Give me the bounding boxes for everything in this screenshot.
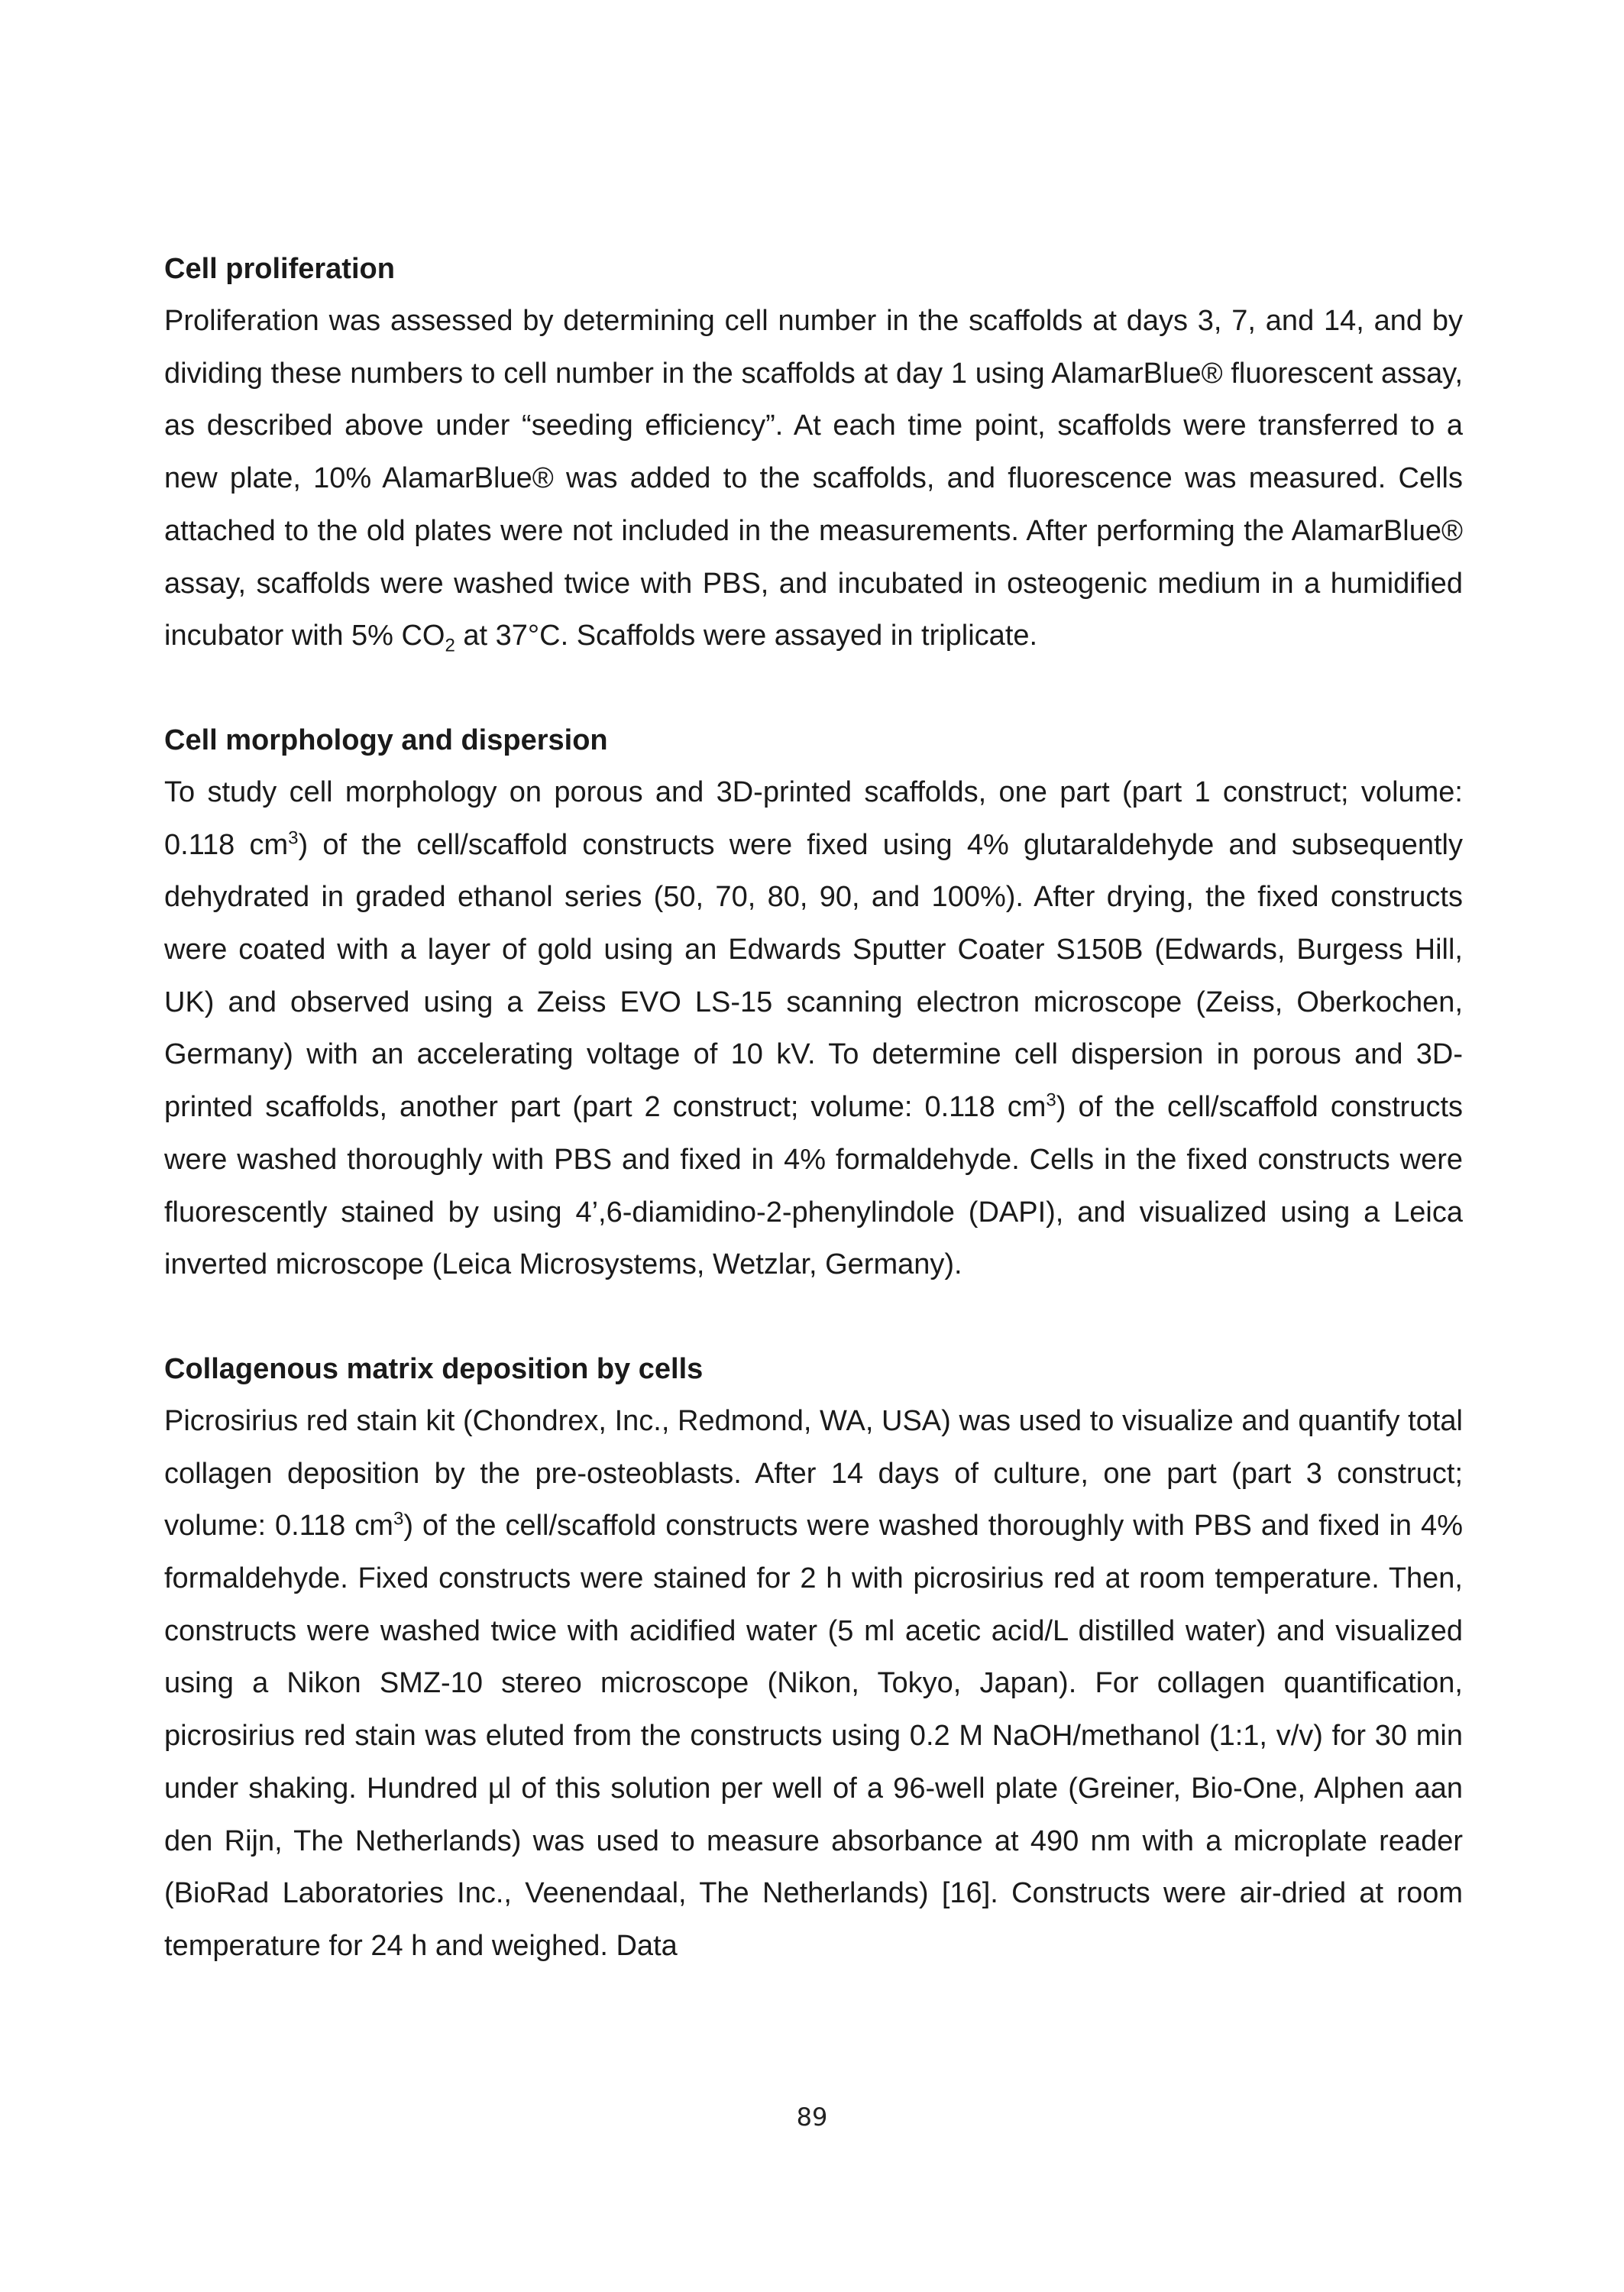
section-heading: Collagenous matrix deposition by cells <box>164 1352 704 1385</box>
section-heading: Cell proliferation <box>164 253 395 285</box>
subscript: 2 <box>445 635 455 656</box>
section-paragraph: To study cell morphology on porous and 3D-printed scaffolds, one part (part 1 construct; volume: 0.118 $cm^3$) of the cell/scaffold constructs were fixed using 4% glutaraldehyde and subsequently dehydrated in graded ethanol series (50, 70, 80, 90, and 100%). After drying, the fixed constructs were coated with a layer of gold using an Edwards Sputter Coater S150B (Edwards, Burgess Hill, UK) and observed using a Zeiss EVO LS-15 scanning electron microscope (Zeiss, Oberkochen, Germany) with an accelerating voltage of 10 kV. To determine cell dispersion in porous and 3D-printed scaffolds, another part (part 2 construct; volume: 0.118 $cm^3$) of the cell/scaffold constructs were washed thoroughly with PBS and fixed in 4% formaldehyde. Cells in the fixed constructs were fluorescently stained by using 4’,6-diamidino-2-phenylindole (DAPI), and visualized using a Leica inverted microscope (Leica Microsystems, Wetzlar, Germany). <box>164 775 1463 1281</box>
section-cell-morphology <box>164 714 1463 1291</box>
superscript: 3 <box>393 1508 404 1530</box>
section-heading: Cell morphology and dispersion <box>164 724 608 756</box>
section-collagen-deposition <box>164 1343 1463 1973</box>
superscript: 3 <box>288 827 299 848</box>
page-content <box>164 243 1463 1973</box>
section-paragraph: Proliferation was assessed by determining cell number in the scaffolds at days 3, 7, and 14, and by dividing these numbers to cell number in the scaffolds at day 1 using AlamarBlue® fluorescent assay, as described above under “seeding efficiency”. At each time point, scaffolds were transferred to a new plate, 10% AlamarBlue® was added to the scaffolds, and fluorescence was measured. Cells attached to the old plates were not included in the measurements. After performing the AlamarBlue® assay, scaffolds were washed twice with PBS, and incubated in osteogenic medium in a humidified incubator with 5% $CO_2$ at 37°C. Scaffolds were assayed in triplicate. <box>164 305 1463 656</box>
page-number: 89 <box>796 2103 828 2132</box>
section-cell-proliferation <box>164 243 1463 662</box>
superscript: 3 <box>1046 1089 1056 1111</box>
section-paragraph: Picrosirius red stain kit (Chondrex, Inc., Redmond, WA, USA) was used to visualize and quantify total collagen deposition by the pre-osteoblasts. After 14 days of culture, one part (part 3 construct; volume: 0.118 $cm^3$) of the cell/scaffold constructs were washed thoroughly with PBS and fixed in 4% formaldehyde. Fixed constructs were stained for 2 h with picrosirius red at room temperature. Then, constructs were washed twice with acidified water (5 ml acetic acid/L distilled water) and visualized using a Nikon SMZ-10 stereo microscope (Nikon, Tokyo, Japan). For collagen quantification, picrosirius red stain was eluted from the constructs using 0.2 M NaOH/methanol (1:1, v/v) for 30 min under shaking. Hundred µl of this solution per well of a 96-well plate (Greiner, Bio-One, Alphen aan den Rijn, The Netherlands) was used to measure absorbance at 490 nm with a microplate reader (BioRad Laboratories Inc., Veenendaal, The Netherlands) [16]. Constructs were air-dried at room temperature for 24 h and weighed. Data <box>164 1404 1463 1962</box>
